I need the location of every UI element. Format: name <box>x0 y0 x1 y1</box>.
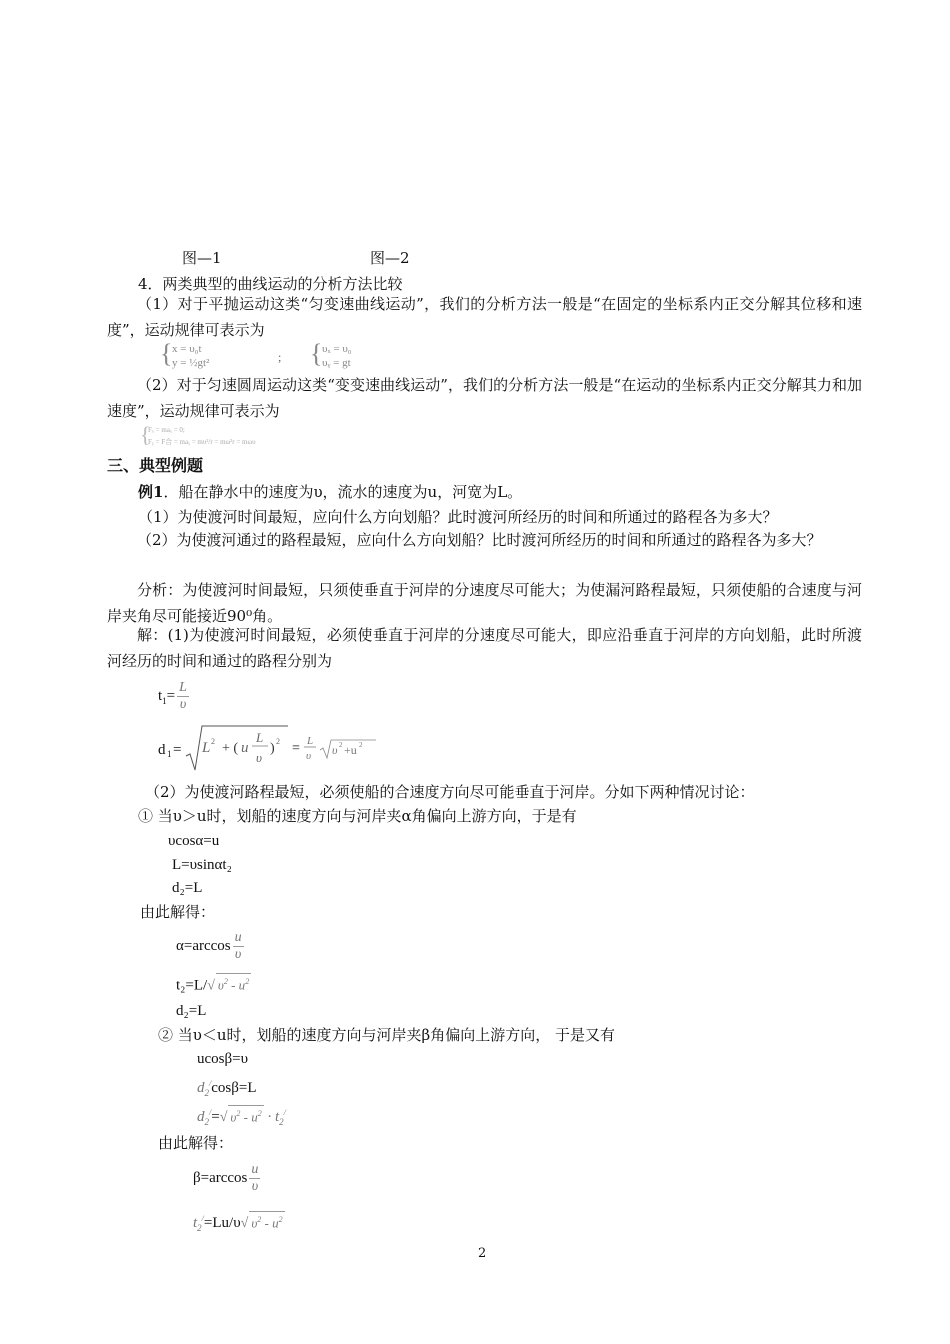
d2-prime-radicand: $\upsilon^2 - u^2$ <box>228 1105 263 1125</box>
svg-text:2: 2 <box>211 737 215 746</box>
svg-text:{: { <box>140 422 151 447</box>
circular-equation-image <box>140 422 320 448</box>
case-1-equation-3: d₂=L <box>172 880 203 896</box>
solution-paragraph: 解：(1)为使渡河时间最短，必须使垂直于河岸的分速度尽可能大，即应沿垂直于河岸的方向划船，此时所渡河经历的时间和通过的路程分别为 <box>107 626 862 670</box>
example-1-statement <box>138 482 522 502</box>
t2-prime-equation-text: =Lu/υ <box>203 1215 241 1231</box>
svg-text:=: = <box>173 742 182 758</box>
svg-text:Fᵧ = F合 = maᵧ = mυ²/r = mω²r =: Fᵧ = F合 = maᵧ = mυ²/r = mω²r = mωυ <box>148 438 256 446</box>
d1-equation <box>158 722 388 772</box>
solve-1-label: 由此解得： <box>140 903 216 921</box>
d2-prime-symbol-2: $d_2^/$ <box>197 1108 212 1127</box>
page-number: 2 <box>478 1246 487 1261</box>
part-2-paragraph: （2）为使渡河路程最短，必须使船的合速度方向尽可能垂直于河岸。分如下两种情况讨论： <box>145 783 755 801</box>
section-4-paragraph-2: （2）对于匀速圆周运动这类“变变速曲线运动”，我们的分析方法一般是“在运动的坐标系内正交分解其力和加速度”，运动规律可表示为 <box>107 376 862 420</box>
example-1-text: ．船在静水中的速度为υ，流水的速度为u，河宽为L。 <box>163 483 523 501</box>
question-1: （1）为使渡河时间最短，应向什么方向划船？此时渡河所经历的时间和所通过的路程各为多大？ <box>138 508 778 526</box>
svg-text:1: 1 <box>167 749 172 759</box>
t2-equation-text: t₂=L/ <box>176 977 208 994</box>
alpha-equation-text: α=arccos <box>176 938 231 954</box>
svg-text:L: L <box>202 740 211 756</box>
sqrt-icon-3: √ <box>240 1216 249 1231</box>
svg-text:+u: +u <box>344 743 357 757</box>
case-2-statement: ② 当υ＜u时，划船的速度方向与河岸夹β角偏向上游方向， 于是又有 <box>158 1026 615 1044</box>
beta-equation <box>193 1158 262 1198</box>
svg-text:L: L <box>307 735 314 747</box>
svg-text:2: 2 <box>359 741 363 749</box>
svg-text:+ (: + ( <box>222 741 239 756</box>
section-4-title: 4．两类典型的曲线运动的分析方法比较 <box>138 275 403 293</box>
svg-text:υₓ = υ₀: υₓ = υ₀ <box>322 343 352 355</box>
t2-radicand: $\upsilon^2 - u^2$ <box>216 973 251 993</box>
t2-prime-radicand: $\upsilon^2 - u^2$ <box>249 1211 284 1231</box>
projectile-equation-image <box>160 340 410 370</box>
alpha-fraction: $\frac{u}{\upsilon}$ <box>234 930 242 963</box>
svg-text:x = υ₀t: x = υ₀t <box>172 343 202 355</box>
svg-text:Fₓ = maₓ = 0;: Fₓ = maₓ = 0; <box>148 426 185 434</box>
svg-text:=: = <box>292 741 300 756</box>
d2-equation: d₂=L <box>176 1003 207 1019</box>
t2-prime-symbol-2: $t_2^/$ <box>193 1214 204 1233</box>
svg-text:): ) <box>270 741 275 756</box>
beta-fraction: $\frac{u}{\upsilon}$ <box>251 1162 259 1195</box>
d2-prime-symbol: $d_2^/$ <box>197 1079 212 1098</box>
case-1-equation-1: υcosα=u <box>168 833 220 849</box>
t1-equation: $t_1=$ $\frac{L}{\upsilon}$ <box>158 680 187 713</box>
svg-text:υ: υ <box>256 750 262 765</box>
svg-text:υ: υ <box>332 743 338 757</box>
svg-text:{: { <box>310 340 323 368</box>
example-1-label: 例1 <box>138 483 164 501</box>
projectile-equations <box>160 340 410 370</box>
section-4-paragraph-1: （1）对于平抛运动这类“匀变速曲线运动”，我们的分析方法一般是“在固定的坐标系内正交分解其位移和速度”，运动规律可表示为 <box>107 295 862 339</box>
t2-prime-equation <box>193 1209 285 1238</box>
svg-text:2: 2 <box>276 737 280 746</box>
d1-formula <box>158 722 388 772</box>
case-2-equation-2 <box>197 1074 256 1103</box>
case-2-equation-1: ucosβ=υ <box>197 1051 249 1067</box>
alpha-equation <box>176 926 246 966</box>
case-1-equation-2: L=υsinαt₂ <box>172 857 232 873</box>
svg-text:2: 2 <box>339 741 343 749</box>
t1-fraction: $\frac{L}{\upsilon}$ <box>179 680 187 713</box>
section-3-heading: 三、典型例题 <box>107 456 204 475</box>
case-2-equation-2-text: cosβ=L <box>211 1080 257 1096</box>
svg-text:L: L <box>256 730 264 745</box>
svg-text:{: { <box>160 340 173 368</box>
t2-equation <box>176 973 251 996</box>
svg-text:y = ½gt²: y = ½gt² <box>172 357 210 369</box>
case-1-statement: ① 当υ＞u时，划船的速度方向与河岸夹α角偏向上游方向，于是有 <box>138 807 577 825</box>
analysis-paragraph: 分析：为使渡河时间最短，只须使垂直于河岸的分速度尽可能大；为使漏河路程最短，只须使船的合速度与河岸夹角尽可能接近90⁰角。 <box>107 581 862 625</box>
t2-prime-symbol: · $t_2^/$ <box>267 1108 286 1127</box>
figure-1-caption: 图—1 <box>182 249 222 267</box>
figure-2-caption: 图—2 <box>370 249 410 267</box>
sqrt-icon: √ <box>207 978 215 994</box>
svg-text:υ: υ <box>306 750 312 762</box>
solve-2-label: 由此解得： <box>158 1134 234 1152</box>
svg-text:;: ; <box>278 350 282 364</box>
svg-text:υᵧ = gt: υᵧ = gt <box>322 357 351 369</box>
question-2: （2）为使渡河通过的路程最短，应向什么方向划船？比时渡河所经历的时间和所通过的路程各为多大？ <box>137 531 822 549</box>
case-2-equation-3: $d_2^/=√$ $\upsilon^2 - u^2 \cdot t_2^/$ <box>197 1103 286 1132</box>
beta-equation-text: β=arccos <box>193 1170 248 1186</box>
sqrt-icon-2: √ <box>219 1110 228 1125</box>
circular-equations <box>140 422 320 448</box>
svg-text:d: d <box>158 742 166 758</box>
svg-text:u: u <box>241 740 249 756</box>
